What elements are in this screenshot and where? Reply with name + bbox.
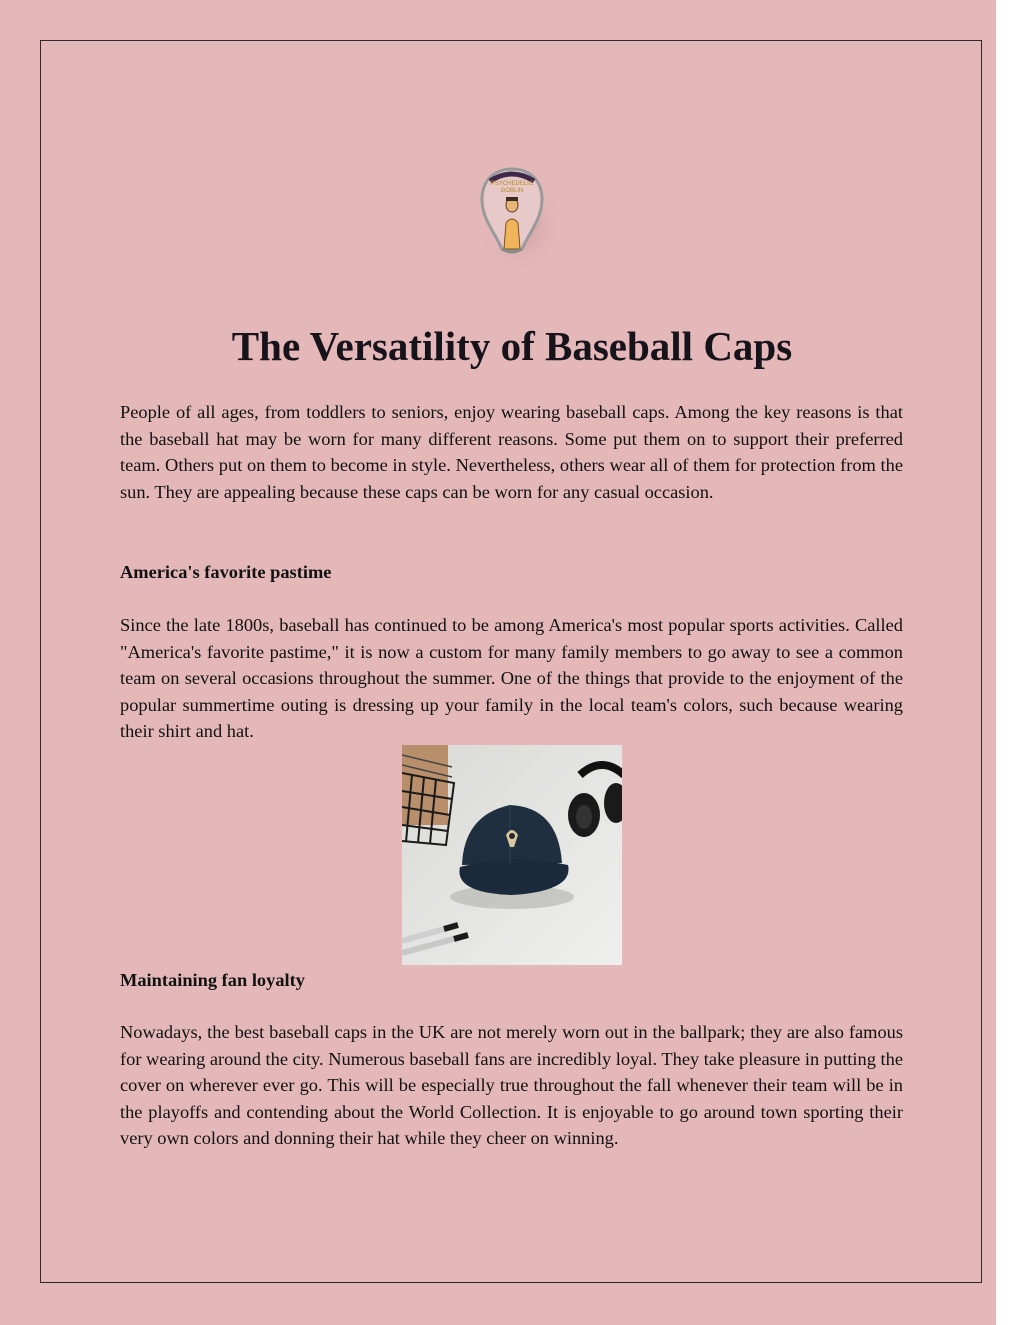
brand-logo-icon <box>472 163 556 269</box>
page-title: The Versatility of Baseball Caps <box>231 323 793 369</box>
loyalty-paragraph: Nowadays, the best baseball caps in the UK are not merely worn out in the ballpark; they are also famous for wearing around the city. Numerous baseball fans are incredibly loyal. They take pleasure in putting the cover on wherever ever go. This will be especially true throughout the fall whenever their team will be in the playoffs and contending about the World Collection. It is enjoyable to go around town sporting their very own colors and donning their hat while they cheer on winning. <box>120 1022 903 1148</box>
baseball-cap-photo <box>402 745 622 965</box>
pastime-paragraph: Since the late 1800s, baseball has continued to be among America's most popular sports activities. Called "America's favorite pastime," it is now a custom for many family members to go away to see a common team on several occasions throughout the summer. One of the things that provide to the enjoyment of the popular summertime outing is dressing up your family in the local team's colors, such because wearing their shirt and hat. <box>120 615 903 741</box>
section-heading-loyalty: Maintaining fan loyalty <box>120 970 305 990</box>
svg-text:GOBLIN: GOBLIN <box>500 188 524 194</box>
section-heading-pastime: America's favorite pastime <box>120 562 332 582</box>
intro-paragraph: People of all ages, from toddlers to seniors, enjoy wearing baseball caps. Among the key reasons is that the baseball hat may be worn for many different reasons. Some put them on to support their preferred team. Others put on them to become in style. Nevertheless, others wear all of them for protection from the sun. They are appealing because these caps can be worn for any casual occasion. <box>120 402 903 502</box>
svg-text:PSYCHEDELIC: PSYCHEDELIC <box>490 181 534 187</box>
